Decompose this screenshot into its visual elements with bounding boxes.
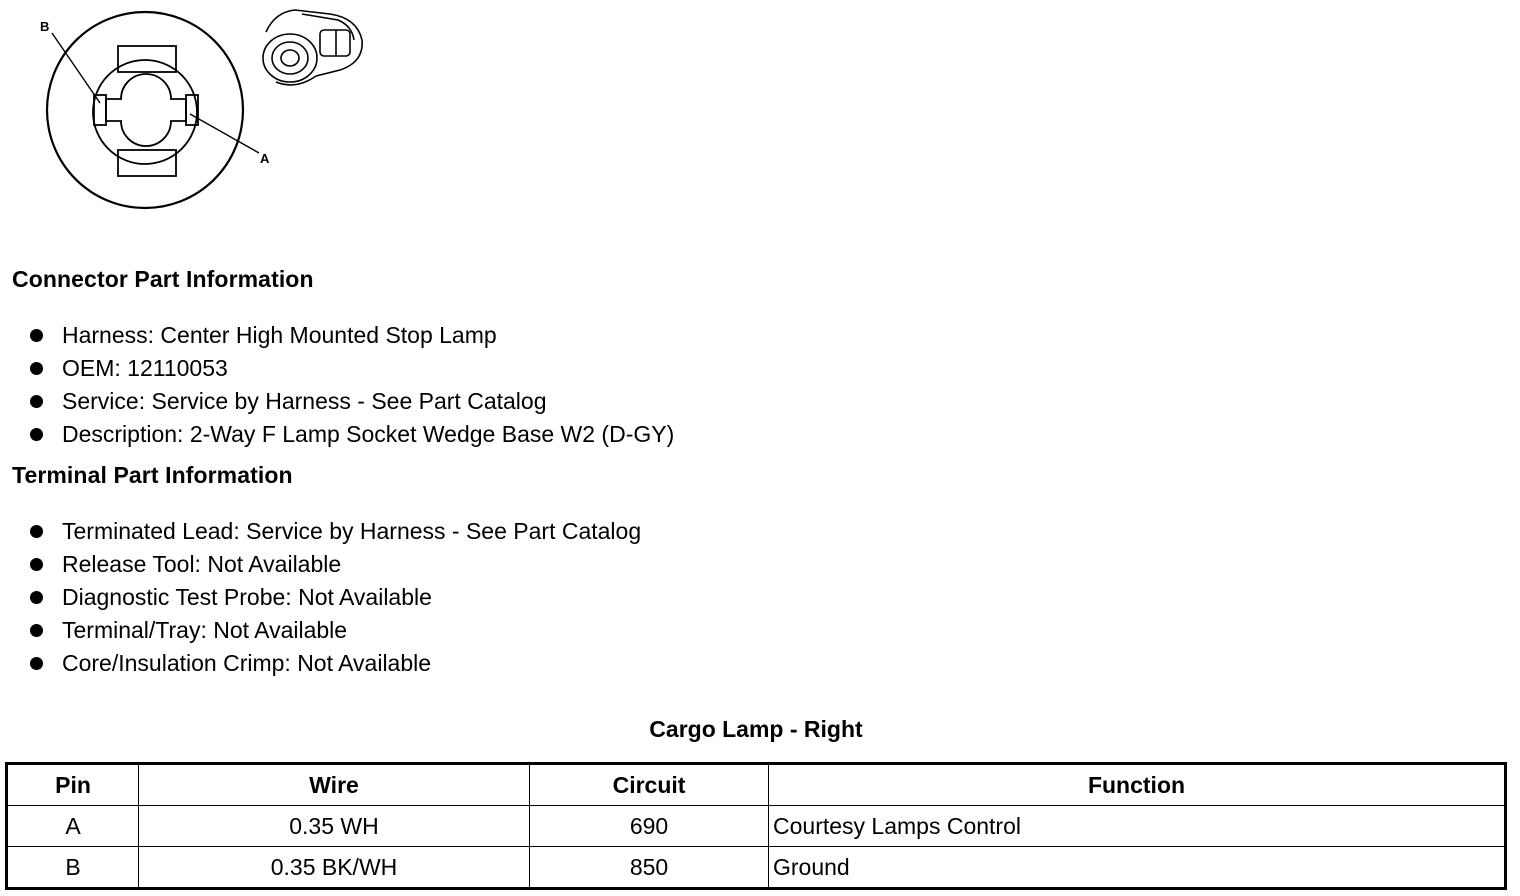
list-item — [0, 581, 641, 614]
upper-latch — [118, 46, 176, 72]
list-item-text: Harness: Center High Mounted Stop Lamp — [62, 322, 497, 348]
bullet-icon — [30, 329, 43, 342]
table-row — [7, 806, 1506, 847]
list-item-text: Terminal/Tray: Not Available — [62, 617, 348, 643]
list-item — [0, 352, 674, 385]
circuit-cell: 690 — [530, 806, 769, 847]
list-item-text: Diagnostic Test Probe: Not Available — [62, 584, 432, 610]
list-item-text: Description: 2-Way F Lamp Socket Wedge Base W2 (D-GY) — [62, 421, 675, 447]
list-item — [0, 647, 641, 680]
column-header-wire: Wire — [139, 764, 530, 806]
list-item-text: Terminated Lead: Service by Harness - See Part Catalog — [62, 518, 642, 544]
bullet-icon — [30, 624, 43, 637]
socket-ring — [93, 60, 197, 164]
bullet-icon — [30, 657, 43, 670]
function-cell: Ground — [769, 847, 1506, 889]
lower-latch — [118, 150, 176, 176]
column-header-circuit: Circuit — [530, 764, 769, 806]
bullet-icon — [30, 395, 43, 408]
list-item — [0, 614, 641, 647]
terminal-info-list — [0, 515, 641, 680]
list-item — [0, 515, 641, 548]
socket-perspective-icon — [263, 10, 362, 85]
wire-cell: 0.35 BK/WH — [139, 847, 530, 889]
bullet-icon — [30, 591, 43, 604]
connector-info-list — [0, 319, 674, 451]
label-b: B — [40, 19, 50, 34]
connector-outer-ring — [47, 12, 243, 208]
leader-b — [52, 33, 100, 103]
list-item-text: OEM: 12110053 — [62, 355, 228, 381]
terminal-info-heading: Terminal Part Information — [12, 462, 293, 488]
bullet-icon — [30, 428, 43, 441]
list-item — [0, 418, 674, 451]
list-item-text: Core/Insulation Crimp: Not Available — [62, 650, 432, 676]
leader-a — [190, 114, 259, 153]
list-item-text: Service: Service by Harness - See Part Catalog — [62, 388, 547, 414]
pinout-table — [5, 762, 1507, 890]
circuit-cell: 850 — [530, 847, 769, 889]
list-item-text: Release Tool: Not Available — [62, 551, 342, 577]
bullet-icon — [30, 558, 43, 571]
list-item — [0, 548, 641, 581]
column-header-function: Function — [769, 764, 1506, 806]
list-item — [0, 385, 674, 418]
wire-cell: 0.35 WH — [139, 806, 530, 847]
label-a: A — [260, 151, 270, 166]
table-row — [7, 847, 1506, 889]
pin-cell: B — [7, 847, 139, 889]
pin-cell: A — [7, 806, 139, 847]
list-item — [0, 319, 674, 352]
column-header-pin: Pin — [7, 764, 139, 806]
bullet-icon — [30, 362, 43, 375]
bullet-icon — [30, 525, 43, 538]
function-cell: Courtesy Lamps Control — [769, 806, 1506, 847]
terminal-b — [94, 95, 106, 125]
center-cavity — [106, 74, 186, 146]
table-header-row — [7, 764, 1506, 806]
table-title: Cargo Lamp - Right — [649, 716, 863, 742]
connector-diagram — [0, 0, 380, 220]
connector-info-heading: Connector Part Information — [12, 266, 314, 292]
